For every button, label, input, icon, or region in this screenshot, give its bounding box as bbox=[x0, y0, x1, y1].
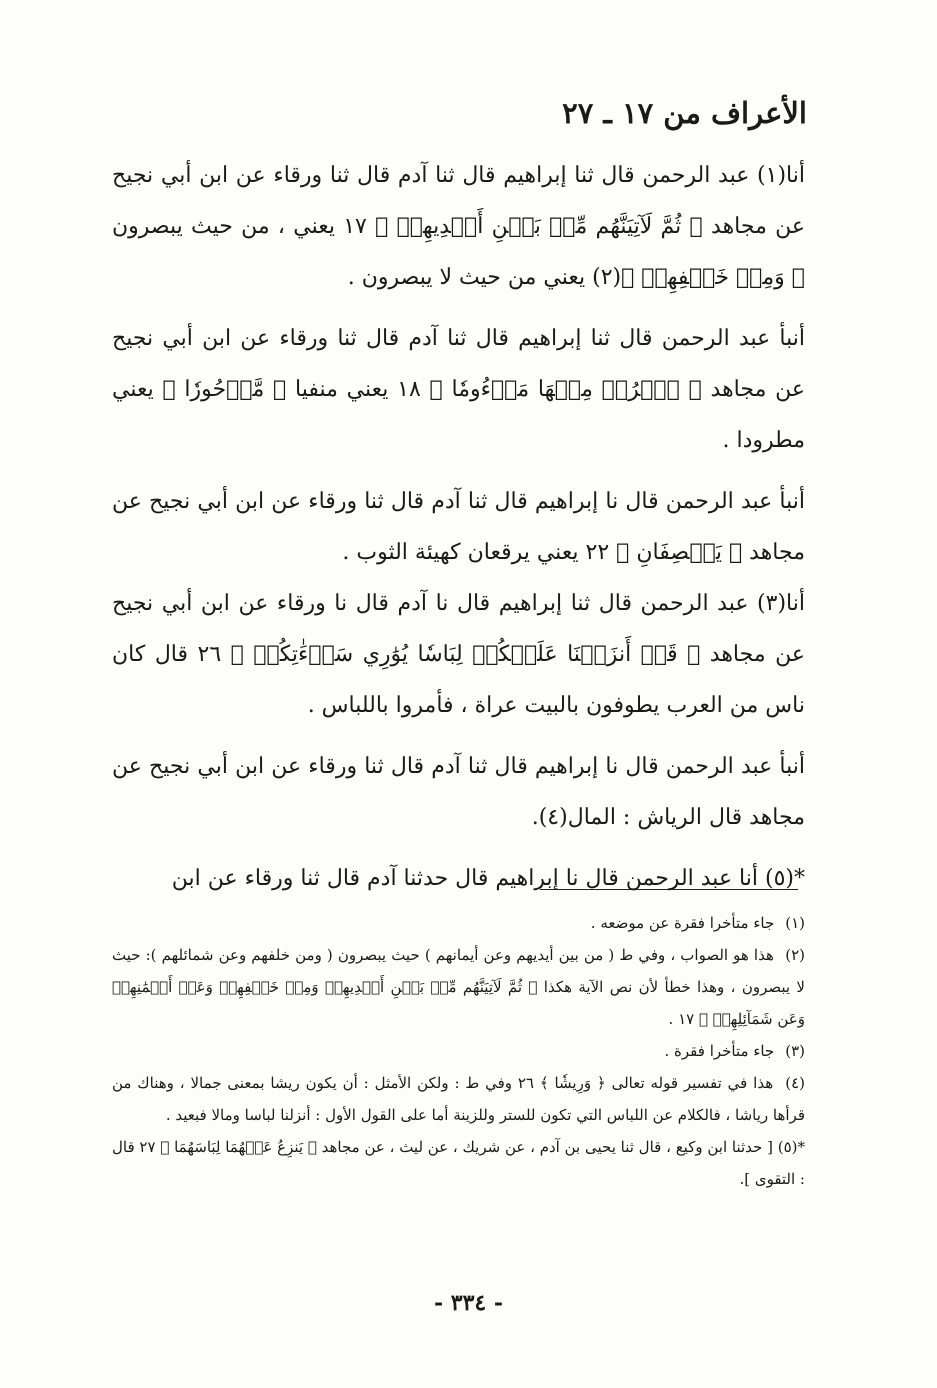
footnote-5 bbox=[112, 1131, 805, 1195]
paragraph-6: *(٥) أنا عبد الرحمن قال نا إبراهيم قال حدثنا آدم قال ثنا ورقاء عن ابن bbox=[171, 866, 805, 891]
footnote-number: (٤) bbox=[785, 1074, 805, 1092]
footnote-text: هذا في تفسير قوله تعالى ﴿ وَرِيشٗا ﴾ ٢٦ وفي ط : ولكن الأمثل : أن يكون ريشا بمعنى جمالا ، وهناك من قرأها رياشا ، فالكلام عن اللباس التي تكون للستر وللزينة أما على القول الأول : أنزلنا لباسا ومالا فبعيد . bbox=[112, 1074, 805, 1124]
paragraph-5: أنبأ عبد الرحمن قال نا إبراهيم قال ثنا آدم قال ثنا ورقاء عن ابن أبي نجيح عن مجاهد قال الرياش : المال(٤). bbox=[112, 754, 805, 830]
footnote-number: *(٥) bbox=[777, 1138, 805, 1156]
footnote-text: هذا هو الصواب ، وفي ط ( من بين أيديهم وعن أيمانهم ) حيث يبصرون ( ومن خلفهم وعن شمائلهم ): حيث لا يبصرون ، وهذا خطأ لأن نص الآية هكذا ﴿ ثُمَّ لَآتِيَنَّهُم مِّنۢ بَيۡنِ أَيۡدِيهِمۡ وَمِنۡ خَلۡفِهِمۡ وَعَنۡ أَيۡمَٰنِهِمۡ وَعَن شَمَآئِلِهِمۡ ﴾ ١٧ . bbox=[112, 946, 805, 1028]
footnote-3 bbox=[112, 1035, 805, 1067]
footnote-number: (١) bbox=[785, 914, 805, 932]
page-number: - ٣٣٤ - bbox=[433, 1290, 504, 1316]
footnote-4 bbox=[112, 1067, 805, 1131]
footnote-text: [ حدثنا ابن وكيع ، قال ثنا يحيى بن آدم ، عن شريك ، عن ليث ، عن مجاهد ﴿ يَنزِعُ عَنۡهُمَا لِبَاسَهُمَا ﴾ ٢٧ قال : التقوى ]. bbox=[112, 1138, 805, 1188]
footnote-text: جاء متأخرا فقرة عن موضعه . bbox=[590, 914, 775, 932]
footnote-1 bbox=[112, 907, 805, 939]
paragraph-3: أنبأ عبد الرحمن قال نا إبراهيم قال ثنا آدم قال ثنا ورقاء عن ابن أبي نجيح عن مجاهد ﴿ يَخۡصِفَانِ ﴾ ٢٢ يعني يرقعان كهيئة الثوب . bbox=[112, 489, 805, 565]
main-text bbox=[112, 150, 805, 914]
footnote-number: (٣) bbox=[785, 1042, 805, 1060]
footnote-separator bbox=[540, 889, 798, 890]
footnotes bbox=[112, 907, 805, 1195]
paragraph-4: أنا(٣) عبد الرحمن قال ثنا إبراهيم قال نا آدم قال نا ورقاء عن ابن أبي نجيح عن مجاهد ﴿ قَدۡ أَنزَلۡنَا عَلَيۡكُمۡ لِبَاسٗا يُوَٰرِي سَوۡءَٰتِكُمۡ ﴾ ٢٦ قال كان ناس من العرب يطوفون بالبيت عراة ، فأمروا باللباس . bbox=[112, 591, 805, 718]
running-header: الأعراف من ١٧ ـ ٢٧ bbox=[562, 96, 807, 130]
footnote-number: (٢) bbox=[785, 946, 805, 964]
paragraph-1: أنا(١) عبد الرحمن قال ثنا إبراهيم قال ثنا آدم قال ثنا ورقاء عن ابن أبي نجيح عن مجاهد ﴿ ثُمَّ لَآتِيَنَّهُم مِّنۢ بَيۡنِ أَيۡدِيهِمۡ ﴾ ١٧ يعني ، من حيث يبصرون ﴿ وَمِنۡ خَلۡفِهِمۡ ﴾(٢) يعني من حيث لا يبصرون . bbox=[112, 163, 805, 290]
footnote-2 bbox=[112, 939, 805, 1035]
paragraph-2: أنبأ عبد الرحمن قال ثنا إبراهيم قال ثنا آدم قال ثنا ورقاء عن ابن أبي نجيح عن مجاهد ﴿ ٱخۡرُجۡ مِنۡهَا مَذۡءُومٗا ﴾ ١٨ يعني منفيا ﴿ مَّدۡحُورٗا ﴾ يعني مطرودا . bbox=[112, 326, 805, 453]
footnote-text: جاء متأخرا فقرة . bbox=[664, 1042, 775, 1060]
